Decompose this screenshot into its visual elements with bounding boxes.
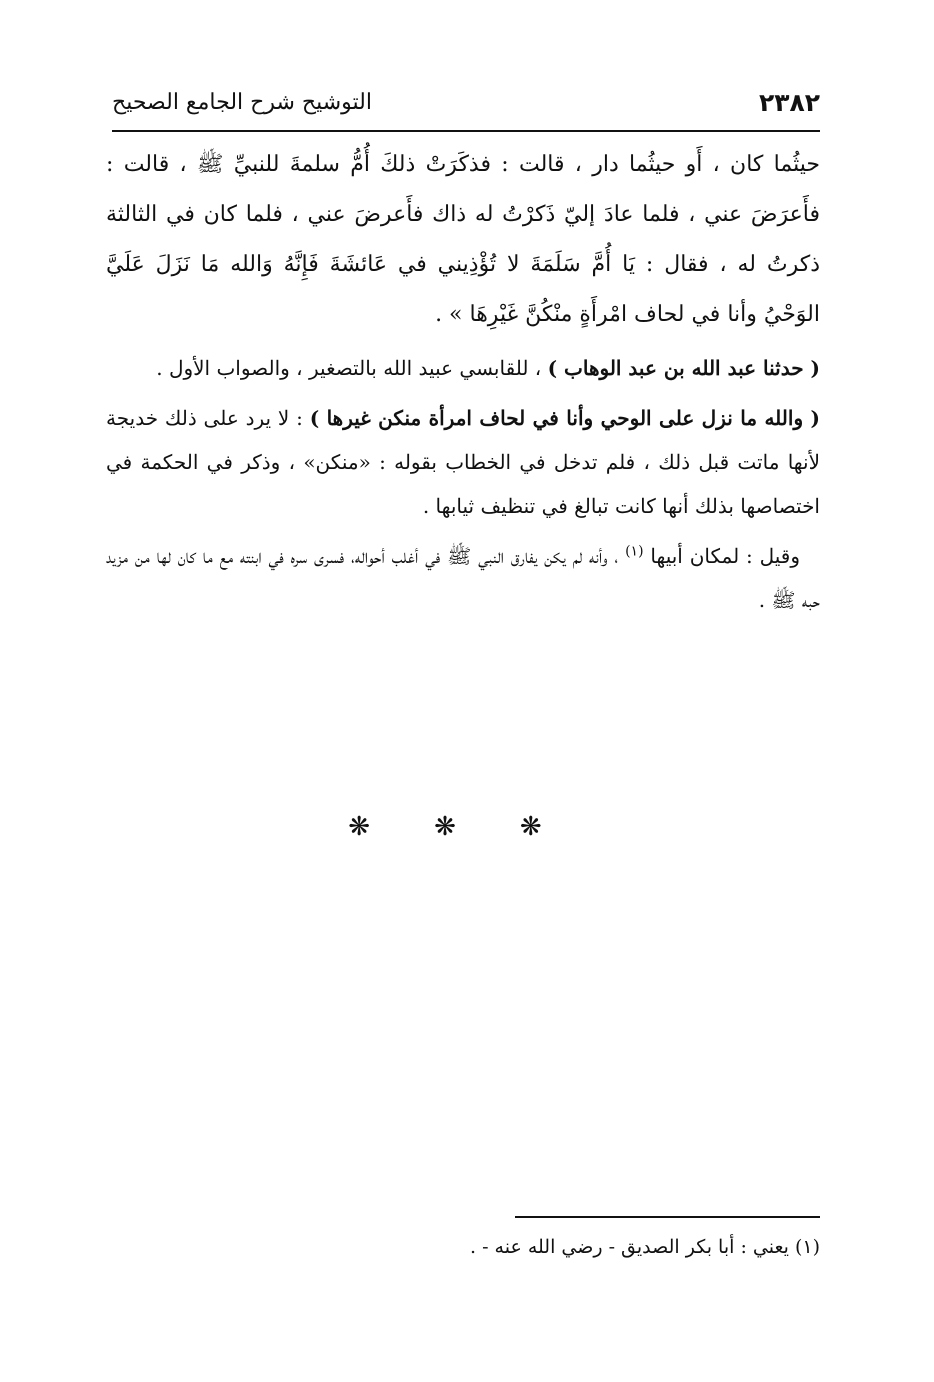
paragraph-commentary-3 (106, 534, 820, 622)
commentary-text-1: ، للقابسي عبيد الله بالتصغير ، والصواب الأول . (156, 356, 548, 380)
main-text (106, 140, 820, 622)
page-number: ٢٣٨٢ (758, 88, 820, 117)
commentary-text-3a: وقيل : لمكان أبيها (643, 544, 800, 568)
paragraph-commentary-2 (106, 396, 820, 528)
separator-star-icon: ❋ (434, 812, 500, 842)
paragraph-commentary-1 (106, 346, 820, 390)
footnote-reference: (١) (625, 543, 644, 560)
commentary-lemma-2: ( والله ما نزل على الوحي وأنا في لحاف امرأة منكن غيرها ) (309, 406, 820, 430)
separator-star-icon: ❋ (519, 812, 586, 842)
commentary-text-2: : لا يرد على ذلك خديجة لأنها ماتت قبل ذلك ، فلم تدخل في الخطاب بقوله : «منكن» ، وذكر في الحكمة في اختصاصها بذلك أنها كانت تبالغ في تنظيف ثيابها . (106, 406, 820, 518)
commentary-text-3b: ، وأنه لم يكن يفارق النبي ﷺ في أغلب أحواله، فسرى سره في ابنته مع ما كان لها من مزيد حبه ﷺ . (106, 544, 820, 612)
header-rule (112, 130, 820, 132)
page-header (112, 88, 820, 128)
separator-star-icon: ❋ (348, 812, 415, 842)
footnote-1: (١) يعني : أبا بكر الصديق - رضي الله عنه - . (469, 1236, 820, 1258)
commentary-lemma-1: ( حدثنا عبد الله بن عبد الوهاب ) (547, 356, 820, 380)
paragraph-hadith: حيثُما كان ، أَو حيثُما دار ، قالت : فذكَرَتْ ذلكَ أُمُّ سلمةَ للنبيِّ ﷺ ، قالت : فأَعرَضَ عني ، فلما عادَ إليّ ذَكرْتُ له ذاك فأَعرضَ عني ، فلما كان في الثالثة ذكرتُ له ، فقال : يَا أُمَّ سَلَمَةَ لا تُؤْذِيني في عَائشَةَ فَإِنَّهُ وَالله مَا نَزَلَ عَلَيَّ الوَحْيُ وأنا في لحاف امْرأَةٍ منْكُنَّ غَيْرِهَا » . (106, 152, 820, 327)
running-title: التوشيح شرح الجامع الصحيح (112, 90, 372, 115)
footnote-rule (515, 1216, 820, 1218)
section-separator (0, 812, 934, 842)
